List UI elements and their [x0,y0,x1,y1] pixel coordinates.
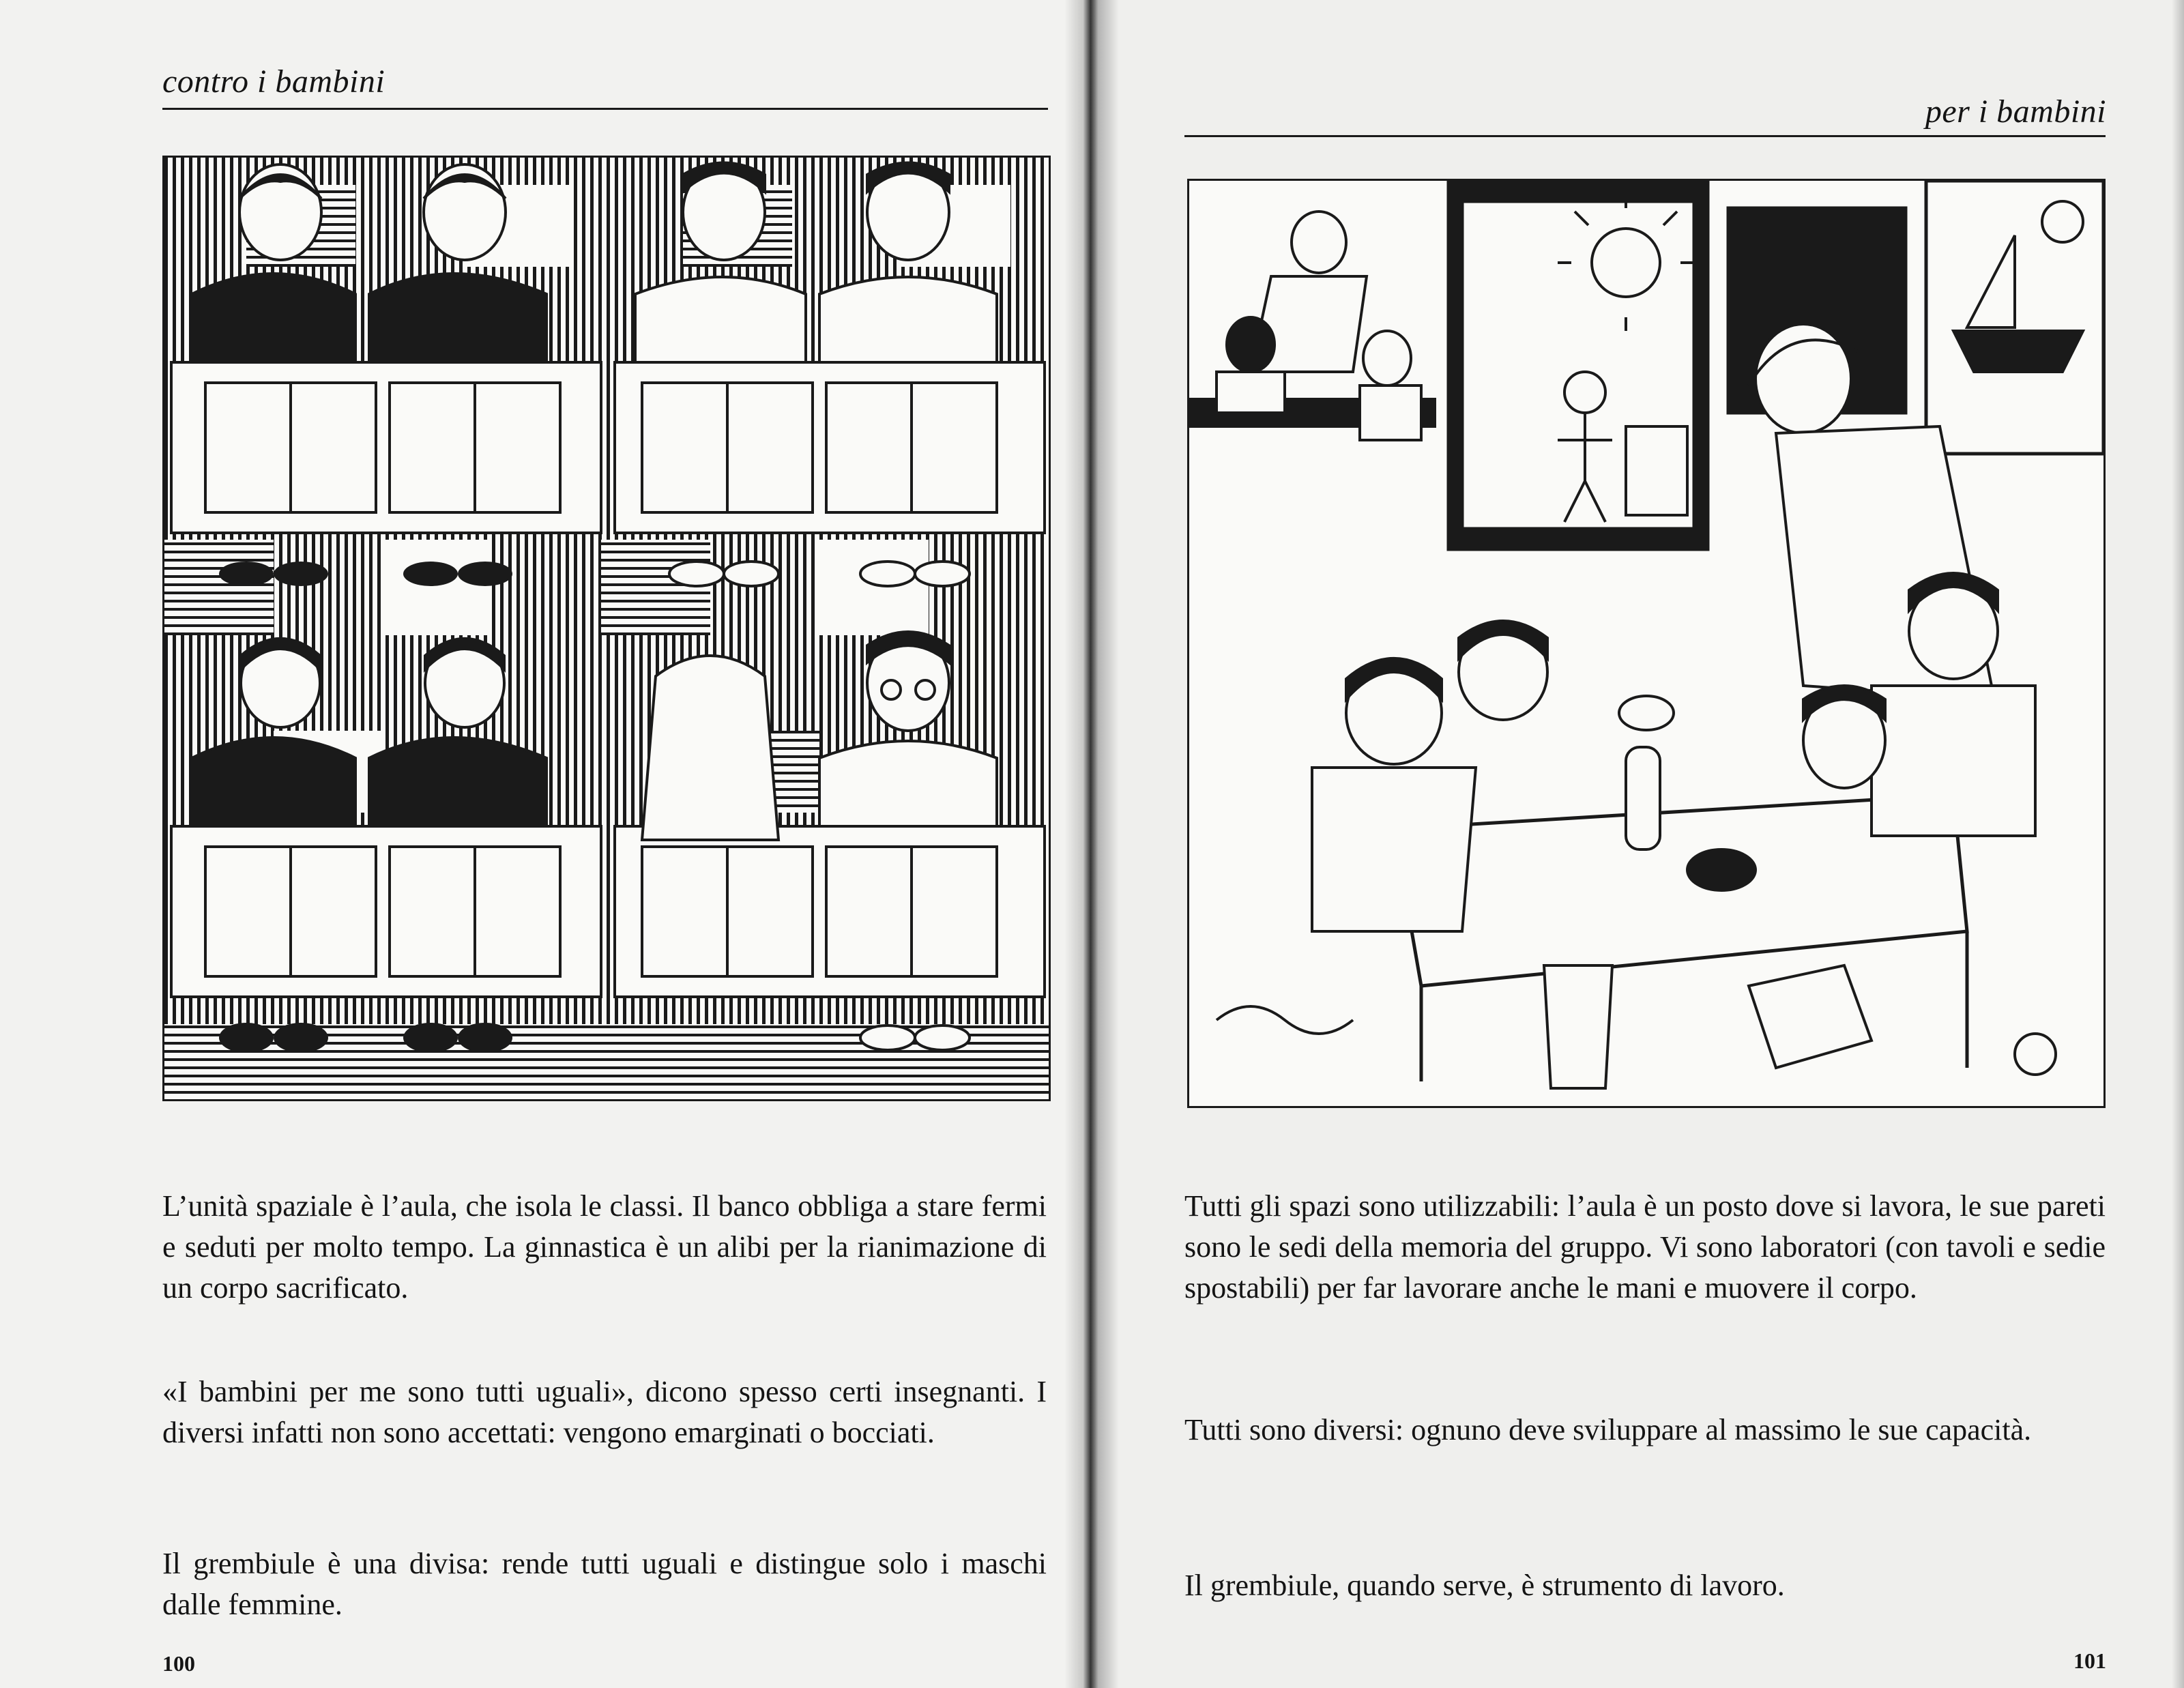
left-paragraph-1: L’unità spaziale è l’aula, che isola le classi. Il banco obbliga a stare fermi e seduti per molto tempo. La ginnastica è un alibi per la rianimazione di un corpo sacrificato. [162,1189,1047,1305]
left-header-rule [162,108,1048,110]
classroom-rows-drawing [164,158,1049,1099]
left-page [0,0,1083,1688]
right-paragraph-3: Il grembiule, quando serve, è strumento di lavoro. [1184,1569,1785,1602]
right-illustration-workshop [1187,179,2106,1108]
right-page-edge-shadow [2172,0,2184,1688]
left-illustration-classroom-rows [162,156,1051,1101]
left-running-head: contro i bambini [162,63,385,100]
left-paragraph-3: Il grembiule è una divisa: rende tutti uguali e distingue solo i maschi dalle femmine. [162,1547,1047,1621]
right-paragraph-2: Tutti sono diversi: ognuno deve sviluppare al massimo le sue capacità. [1184,1413,2032,1446]
right-paragraph-1: Tutti gli spazi sono utilizzabili: l’aula è un posto dove si lavora, le sue pareti sono le sedi della memoria del gruppo. Vi sono laboratori (con tavoli e sedie spostabili) per far lavorare anche le mani e muovere il corpo. [1184,1189,2106,1305]
right-running-head: per i bambini [1925,93,2106,130]
floor-items [1217,965,2056,1088]
book-gutter [1064,0,1119,1688]
right-page [1096,0,2184,1688]
left-page-number: 100 [162,1651,195,1676]
teacher-and-kids-back [1189,212,1435,440]
right-header-rule [1184,135,2106,137]
left-paragraph-2: «I bambini per me sono tutti uguali», dicono spesso certi insegnanti. I diversi infatti non sono accettati: vengono emarginati o bocciati. [162,1375,1047,1449]
bundled-child [642,656,778,840]
right-page-number: 101 [2073,1648,2106,1673]
work-table [1394,795,1967,1088]
workshop-drawing [1189,181,2103,1106]
